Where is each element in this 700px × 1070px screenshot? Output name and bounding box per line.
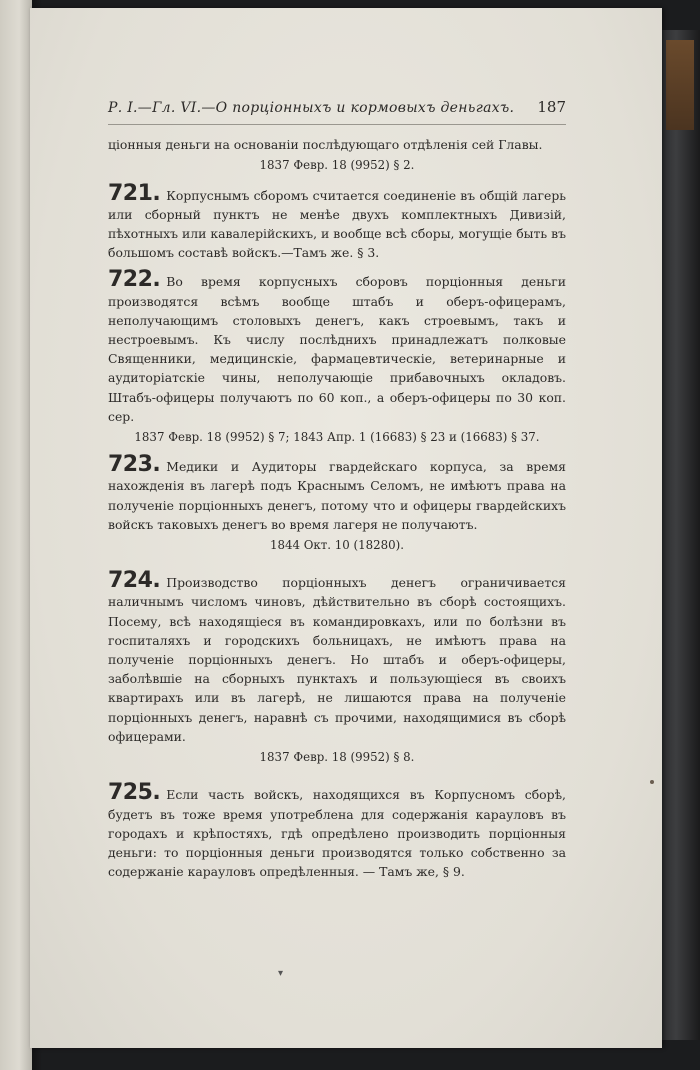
- book-cover-edge: [660, 30, 700, 1040]
- article-number: 721.: [108, 180, 161, 206]
- article-text: Если часть войскъ, находящихся въ Корпусномъ сборѣ, будетъ въ тоже время употреблена для содержанія карауловъ въ городахъ и крѣпостяхъ, гдѣ опредѣлено производить порціонныя деньги: то порціонныя деньги производятся только собственно за содержаніе карауловъ опредѣленныя. — Тамъ же, § 9.: [108, 787, 566, 880]
- article-725: [108, 780, 566, 881]
- article-number: 725.: [108, 780, 161, 806]
- article-reference: 1837 Февр. 18 (9952) § 8.: [259, 750, 415, 765]
- running-title: Р. І.—Гл. VI.—О порціонныхъ и кормовыхъ деньгахъ.: [108, 100, 515, 116]
- article-723: [108, 452, 566, 534]
- page-number: 187: [537, 98, 566, 116]
- page-text-block: [108, 98, 566, 881]
- page-footer-mark: ▾: [278, 968, 284, 979]
- article-text: Медики и Аудиторы гвардейскаго корпуса, за время нахожденія въ лагерѣ подъ Краснымъ Селомъ, не имѣютъ права на полученіе порціонныхъ денегъ, потому что и офицеры гвардейскихъ войскъ таковыхъ денегъ во время лагеря не получаютъ.: [108, 459, 566, 532]
- facing-page-edge: [0, 0, 32, 1070]
- article-text: Во время корпусныхъ сборовъ порціонныя деньги производятся всѣмъ вообще штабъ и оберъ-офицерамъ, неполучающимъ столовыхъ денегъ, какъ строевымъ, такъ и нестроевымъ. Къ числу послѣднихъ принадлежатъ полковые Священники, медицинскіе, фармацевтическіе, ветеринарные и аудиторіатскіе чины, неполучающіе прибавочныхъ окладовъ. Штабъ-офицеры получаютъ по 60 коп., а оберъ-офицеры по 30 коп. сер.: [108, 274, 566, 424]
- intro-reference: 1837 Февр. 18 (9952) § 2.: [259, 158, 415, 173]
- article-reference: 1844 Окт. 10 (18280).: [269, 538, 405, 553]
- article-reference: 1837 Февр. 18 (9952) § 7; 1843 Апр. 1 (16683) § 23 и (16683) § 37.: [134, 430, 540, 445]
- intro-paragraph: ціонныя деньги на основаніи послѣдующаго отдѣленія сей Главы.: [108, 137, 543, 153]
- running-header: [108, 98, 566, 125]
- article-724: [108, 568, 566, 746]
- article-721: [108, 180, 566, 263]
- article-number: 723.: [108, 452, 161, 478]
- article-number: 724.: [108, 568, 161, 594]
- book-page: [30, 8, 662, 1048]
- article-text: Корпуснымъ сборомъ считается соединеніе въ общій лагерь или сборный пунктъ не менѣе двухъ комплектныхъ Дивизій, пѣхотныхъ или кавалерійскихъ, и вообще всѣ сборы, могущіе быть въ большомъ составѣ войскъ.—Тамъ же. § 3.: [108, 187, 566, 261]
- cover-band: [666, 40, 694, 130]
- article-text: Производство порціонныхъ денегъ ограничивается наличнымъ числомъ чиновъ, дѣйствительно въ сборѣ состоящихъ. Посему, всѣ находящіеся въ командировкахъ, или по болѣзни въ госпиталяхъ и городскихъ больницахъ, не имѣютъ права на полученіе порціонныхъ денегъ. Но штабъ и оберъ-офицеры, заболѣвшіе на сборныхъ пунктахъ и пользующіеся въ своихъ квартирахъ или въ лагерѣ, не лишаются права на полученіе порціонныхъ денегъ, наравнѣ съ прочими, находящимися въ сборѣ офицерами.: [108, 575, 566, 744]
- article-number: 722.: [108, 267, 161, 293]
- page-blemish: [650, 780, 654, 784]
- article-722: [108, 267, 566, 426]
